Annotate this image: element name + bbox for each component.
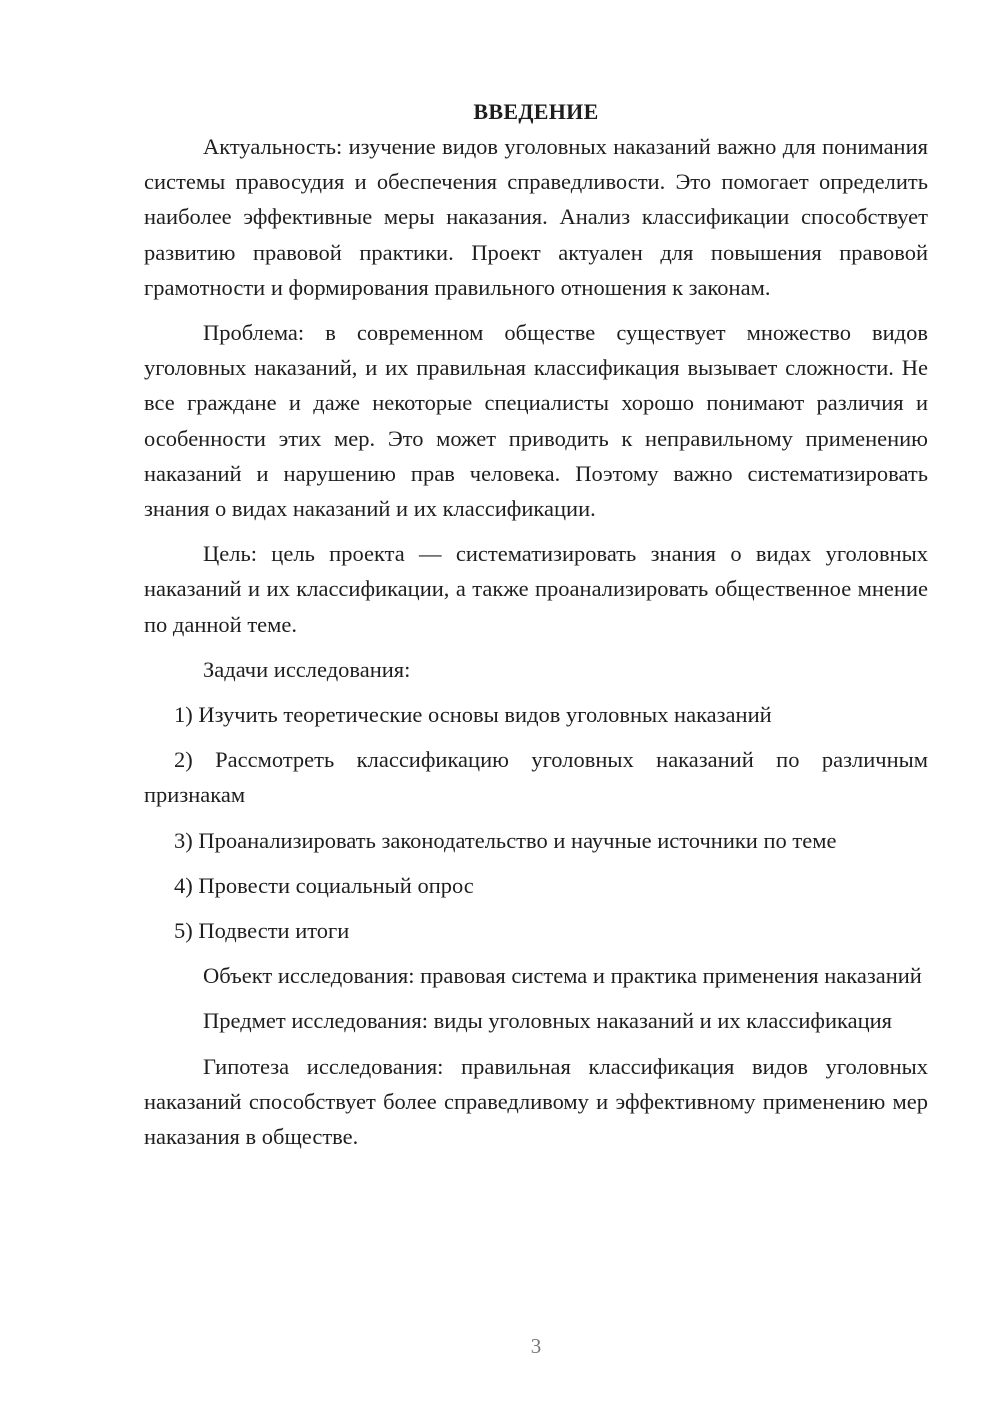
paragraph-spacer [144, 813, 928, 823]
page-title: ВВЕДЕНИЕ [473, 99, 599, 124]
object-paragraph: Объект исследования: правовая система и практика применения наказаний [203, 963, 922, 989]
subject-paragraph: Предмет исследования: виды уголовных наказаний и их классификация [203, 1008, 893, 1034]
paragraph-spacer [144, 858, 928, 868]
task-item-5: 5) Подвести итоги [174, 918, 350, 944]
paragraph-spacer [144, 526, 928, 536]
hypothesis-paragraph: Гипотеза исследования: правильная классификация видов уголовных наказаний способствует более справедливому и эффективному применению мер наказания в обществе. [144, 1053, 928, 1150]
page-content [144, 94, 928, 1154]
task-item-1: 1) Изучить теоретические основы видов уголовных наказаний [174, 702, 772, 728]
paragraph-spacer [144, 687, 928, 697]
paragraph-spacer [144, 993, 928, 1003]
relevance-paragraph: Актуальность: изучение видов уголовных наказаний важно для понимания системы правосудия и обеспечения справедливости. Это помогает определить наиболее эффективные меры наказания. Анализ классификации способствует развитию правовой практики. Проект актуален для повышения правовой грамотности и формирования правильного отношения к законам. [144, 134, 928, 300]
paragraph-spacer [144, 1039, 928, 1049]
task-item-2: 2) Рассмотреть классификацию уголовных наказаний по различным признакам [144, 747, 928, 808]
goal-paragraph: Цель: цель проекта — систематизировать знания о видах уголовных наказаний и их классификации, а также проанализировать общественное мнение по данной теме. [144, 541, 928, 637]
task-item-3: 3) Проанализировать законодательство и научные источники по теме [174, 827, 837, 853]
paragraph-spacer [144, 732, 928, 742]
task-item-4: 4) Провести социальный опрос [174, 872, 474, 898]
paragraph-spacer [144, 642, 928, 652]
page-number: 3 [530, 1334, 542, 1358]
paragraph-spacer [144, 305, 928, 315]
problem-paragraph: Проблема: в современном обществе существует множество видов уголовных наказаний, и их правильная классификация вызывает сложности. Не все граждане и даже некоторые специалисты хорошо понимают различия и особенности этих мер. Это может приводить к неправильному применению наказаний и нарушению прав человека. Поэтому важно систематизировать знания о видах наказаний и их классификации. [144, 320, 928, 522]
paragraph-spacer [144, 903, 928, 913]
paragraph-spacer [144, 948, 928, 958]
tasks-heading: Задачи исследования: [203, 656, 411, 682]
